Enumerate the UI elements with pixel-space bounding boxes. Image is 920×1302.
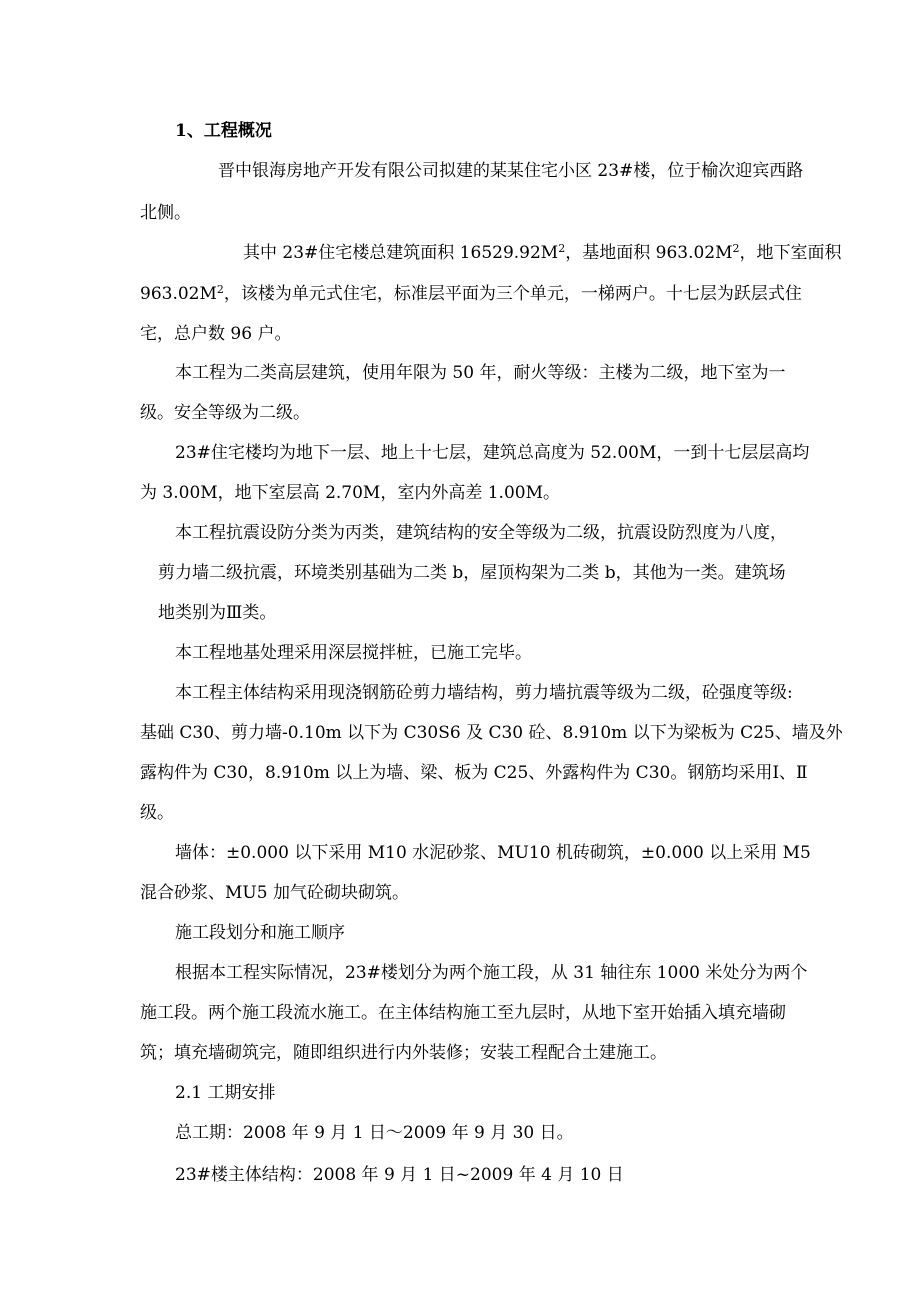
paragraph-line: 总工期：2008 年 9 月 1 日～2009 年 9 月 30 日。 bbox=[175, 1123, 574, 1143]
text-run: ，该楼为单元式住宅，标准层平面为三个单元，一梯两户。十七层为跃层式住 bbox=[223, 284, 802, 304]
paragraph-line: 露构件为 C30，8.910m 以上为墙、梁、板为 C25、外露构件为 C30。钢筋均采用Ⅰ、Ⅱ bbox=[140, 763, 808, 783]
paragraph-line: 晋中银海房地产开发有限公司拟建的某某住宅小区 23#楼，位于榆次迎宾西路 bbox=[218, 161, 804, 181]
paragraph-line: 本工程为二类高层建筑，使用年限为 50 年，耐火等级：主楼为二级，地下室为一 bbox=[175, 363, 786, 383]
paragraph-line: 本工程主体结构采用现浇钢筋砼剪力墙结构，剪力墙抗震等级为二级，砼强度等级: bbox=[175, 683, 793, 703]
paragraph-line: 筑；填充墙砌筑完，随即组织进行内外装修；安装工程配合土建施工。 bbox=[140, 1043, 667, 1063]
superscript: 2 bbox=[216, 283, 224, 296]
paragraph-line: 本工程地基处理采用深层搅拌桩，已施工完毕。 bbox=[175, 643, 532, 663]
paragraph-line: 墙体：±0.000 以下采用 M10 水泥砂浆、MU10 机砖砌筑，±0.000 以上采用 M5 bbox=[175, 843, 811, 863]
paragraph-line: 本工程抗震设防分类为丙类，建筑结构的安全等级为二级，抗震设防烈度为八度， bbox=[175, 523, 787, 543]
paragraph-line: 北侧。 bbox=[140, 203, 191, 223]
paragraph-line: 施工段划分和施工顺序 bbox=[175, 923, 345, 943]
superscript: 2 bbox=[732, 242, 740, 255]
paragraph-line: 宅，总户数 96 户。 bbox=[140, 324, 292, 344]
paragraph-line: 根据本工程实际情况，23#楼划分为两个施工段，从 31 轴往东 1000 米处分为两个 bbox=[175, 963, 808, 983]
paragraph-line bbox=[243, 242, 842, 264]
text-run: 963.02M bbox=[140, 284, 217, 304]
text-run: ，基地面积 963.02M bbox=[565, 243, 733, 263]
section-heading: 1、工程概况 bbox=[175, 121, 272, 141]
paragraph-line: 级。安全等级为二级。 bbox=[140, 403, 310, 423]
subsection-heading: 2.1 工期安排 bbox=[175, 1083, 276, 1103]
text-run: ，地下室面积 bbox=[739, 243, 842, 263]
paragraph-line: 级。 bbox=[140, 803, 174, 823]
paragraph-line: 剪力墙二级抗震，环境类别基础为二类 b，屋顶构架为二类 b，其他为一类。建筑场 bbox=[158, 563, 786, 583]
paragraph-line: 基础 C30、剪力墙-0.10m 以下为 C30S6 及 C30 砼、8.910m 以下为梁板为 C25、墙及外 bbox=[140, 723, 843, 743]
paragraph-line: 为 3.00M，地下室层高 2.70M，室内外高差 1.00M。 bbox=[140, 483, 560, 503]
superscript: 2 bbox=[558, 242, 566, 255]
paragraph-line: 施工段。两个施工段流水施工。在主体结构施工至九层时，从地下室开始插入填充墙砌 bbox=[140, 1003, 786, 1023]
paragraph-line: 混合砂浆、MU5 加气砼砌块砌筑。 bbox=[140, 883, 409, 903]
paragraph-line: 23#楼主体结构：2008 年 9 月 1 日~2009 年 4 月 10 日 bbox=[175, 1165, 624, 1185]
paragraph-line: 23#住宅楼均为地下一层、地上十七层，建筑总高度为 52.00M，一到十七层层高均 bbox=[175, 443, 810, 463]
text-run: 其中 23#住宅楼总建筑面积 16529.92M bbox=[243, 243, 559, 263]
paragraph-line bbox=[140, 283, 802, 305]
paragraph-line: 地类别为Ⅲ类。 bbox=[158, 603, 277, 623]
